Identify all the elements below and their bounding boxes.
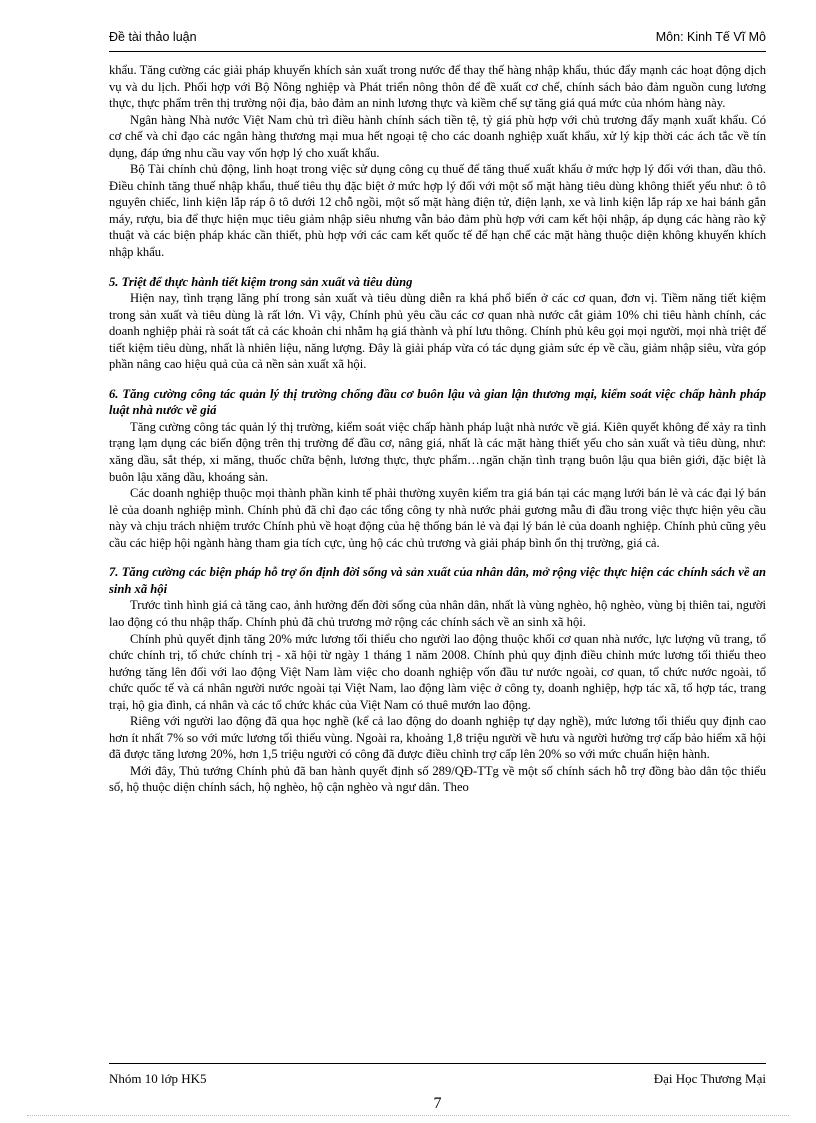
page-footer <box>109 1063 766 1123</box>
section-7-paragraph-3: Riêng với người lao động đã qua học nghề (kể cả lao động do doanh nghiệp tự dạy nghề), mức lương tối thiểu quy định cao hơn ít nhất 7% so với mức lương tối thiểu vùng. Ngoài ra, khoảng 1,8 triệu người về hưu và người hưởng trợ cấp bảo hiểm xã hội đã được tăng lương 20%, hơn 1,5 triệu người có công đã được điều chỉnh trợ cấp lên 20% so với mức chuẩn hiện hành. <box>109 714 766 762</box>
section-6-heading: 6. Tăng cường công tác quản lý thị trường chống đầu cơ buôn lậu và gian lận thương mại, kiểm soát việc chấp hành pháp luật nhà nước về giá <box>109 386 766 418</box>
paragraph-state-bank: Ngân hàng Nhà nước Việt Nam chủ trì điều hành chính sách tiền tệ, tỷ giá phù hợp với chủ trương đẩy mạnh xuất khẩu. Có cơ chế và chỉ đạo các ngân hàng thương mại mua hết ngoại tệ cho các doanh nghiệp xuất khẩu, xử lý kịp thời các ách tắc về tín dụng, đáp ứng nhu cầu vay vốn hợp lý cho xuất khẩu. <box>109 112 766 160</box>
section-6-paragraph-2: Các doanh nghiệp thuộc mọi thành phần kinh tế phải thường xuyên kiểm tra giá bán tại các mạng lưới bán lẻ và các đại lý bán lẻ của doanh nghiệp mình. Chính phủ đã chỉ đạo các tổng công ty nhà nước phải gương mẫu đi đầu trong việc thực hiện yêu cầu này và chịu trách nhiệm trước Chính phủ về hoạt động của hệ thống bán lẻ và đại lý bán lẻ của doanh nghiệp. Chính phủ cũng yêu cầu các hiệp hội ngành hàng tham gia tích cực, ủng hộ các chủ trương và giải pháp bình ổn thị trường, giá cả. <box>109 486 766 550</box>
section-6-paragraph-1: Tăng cường công tác quản lý thị trường, kiểm soát việc chấp hành pháp luật nhà nước về giá. Kiên quyết không để xảy ra tình trạng lạm dụng các biến động trên thị trường để đầu cơ, nâng giá, nhất là các mặt hàng thiết yếu cho sản xuất và tiêu dùng, như: xăng dầu, sắt thép, xi măng, thuốc chữa bệnh, lương thực, thực phẩm…ngăn chặn tình trạng buôn lậu qua biên giới, đặc biệt là buôn lậu xăng dầu, khoáng sản. <box>109 419 766 484</box>
section-7-paragraph-2: Chính phủ quyết định tăng 20% mức lương tối thiểu cho người lao động thuộc khối cơ quan nhà nước, lực lượng vũ trang, tổ chức chính trị, tổ chức chính trị - xã hội từ ngày 1 tháng 1 năm 2008. Chính phủ quy định điều chỉnh mức lương tối thiểu theo hướng tăng lên đối với lao động Việt Nam làm việc cho doanh nghiệp vốn đầu tư nước ngoài, cơ quan, tổ chức nước ngoài, tổ chức quốc tế và cá nhân người nước ngoài tại Việt Nam, lao động làm việc ở công ty, doanh nghiệp, hợp tác xã, tổ hợp tác, trang trại, hộ gia đình, cá nhân và các tổ chức khác của Việt Nam có thuê mướn lao động. <box>109 631 766 712</box>
section-7-heading: 7. Tăng cường các biện pháp hỗ trợ ổn định đời sống và sản xuất của nhân dân, mở rộng việc thực hiện các chính sách về an sinh xã hội <box>109 565 766 596</box>
section-7-paragraph-1: Trước tình hình giá cả tăng cao, ảnh hưởng đến đời sống của nhân dân, nhất là vùng nghèo, hộ nghèo, vùng bị thiên tai, người lao động có thu nhập thấp. Chính phủ đã chủ trương mở rộng các chính sách về an sinh xã hội. <box>109 598 766 629</box>
footer-university: Đại Học Thương Mại <box>653 1071 766 1086</box>
footer-rule <box>109 1063 766 1064</box>
page-bottom-edge <box>27 1115 789 1116</box>
header-rule <box>109 51 766 52</box>
section-7-paragraph-4: Mới đây, Thủ tướng Chính phủ đã ban hành quyết định số 289/QĐ-TTg về một số chính sách hỗ trợ đồng bào dân tộc thiểu số, hộ thuộc diện chính sách, hộ nghèo, hộ cận nghèo và ngư dân. Theo <box>109 763 766 795</box>
section-5-heading: 5. Triệt để thực hành tiết kiệm trong sản xuất và tiêu dùng <box>109 274 413 289</box>
footer-group: Nhóm 10 lớp HK5 <box>109 1071 207 1086</box>
document-body <box>109 62 766 796</box>
page-number: 7 <box>433 1095 442 1112</box>
page-header <box>109 30 766 50</box>
header-subject: Môn: Kinh Tế Vĩ Mô <box>655 30 766 44</box>
paragraph-ministry-finance: Bộ Tài chính chủ động, linh hoạt trong việc sử dụng công cụ thuế để tăng thuế xuất khẩu ở mức hợp lý đối với than, dầu thô. Điều chỉnh tăng thuế nhập khẩu, thuế tiêu thụ đặc biệt ở mức hợp lý đối với một số mặt hàng tiêu dùng không thiết yếu như: ô tô nguyên chiếc, linh kiện lắp ráp ô tô dưới 12 chỗ ngồi, một số mặt hàng điện tử, điện lạnh, xe và linh kiện lắp ráp xe hai bánh gắn máy, rượu, bia để thực hiện mục tiêu giảm nhập siêu nhưng vẫn bảo đảm phù hợp với cam kết hội nhập, áp dụng các hàng rào kỹ thuật và các biện pháp khác cần thiết, phù hợp với các cam kết quốc tế để hạn chế các mặt hàng thuộc diện không khuyến khích nhập khẩu. <box>109 162 766 260</box>
header-topic: Đề tài thảo luận <box>109 30 197 44</box>
paragraph-continuation: khẩu. Tăng cường các giải pháp khuyến khích sản xuất trong nước để thay thế hàng nhập khẩu, thúc đẩy mạnh các hoạt động dịch vụ và du lịch. Phối hợp với Bộ Nông nghiệp và Phát triển nông thôn để đề xuất cơ chế, chính sách bảo đảm nguồn cung lương thực, thực phẩm trên thị trường nội địa, bảo đảm an ninh lương thực và kiềm chế sự tăng giá quá mức của nhóm hàng này. <box>109 63 766 111</box>
section-5-paragraph: Hiện nay, tình trạng lãng phí trong sản xuất và tiêu dùng diễn ra khá phổ biến ở các cơ quan, đơn vị. Tiềm năng tiết kiệm trong sản xuất và tiêu dùng là rất lớn. Vì vậy, Chính phủ yêu cầu các cơ quan nhà nước cắt giảm 10% chi tiêu hành chính, các doanh nghiệp phải rà soát tất cả các khoản chi nhằm hạ giá thành và phí lưu thông. Chính phủ kêu gọi mọi người, mọi nhà triệt để tiết kiệm tiêu dùng, nhất là nhiên liệu, năng lượng. Đây là giải pháp vừa có tác dụng giảm sức ép về cầu, giảm nhập siêu, vừa góp phần nâng cao hiệu quả của cả nền sản xuất xã hội. <box>109 291 766 372</box>
